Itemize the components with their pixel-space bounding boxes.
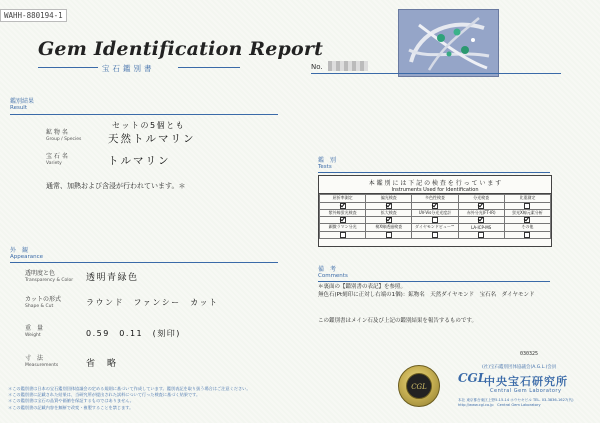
document-code: WAHH-880194-1	[0, 9, 67, 22]
instrument-name: 蛍光X線元素分析	[504, 209, 550, 217]
instruments-header	[319, 176, 551, 194]
instrument-checkbox	[386, 217, 392, 223]
measurements-value: 省 略	[86, 359, 118, 369]
cgl-seal	[398, 365, 440, 407]
instrument-checkbox	[478, 217, 484, 223]
cut-label-en: Shape & Cut	[25, 304, 54, 309]
instrument-checkbox	[524, 217, 530, 223]
gem-name-label	[46, 153, 68, 167]
instrument-checkbox	[524, 232, 530, 238]
gem-name-label-en: Variety	[46, 161, 62, 166]
mineral-label-en: Group / Species	[46, 137, 82, 142]
instrument-checkbox	[432, 232, 438, 238]
instrument-checkbox	[432, 203, 438, 209]
instrument-name: 屈折率測定	[320, 195, 366, 203]
treatment-note: 通常、加熱および含浸が行われています。＊	[46, 182, 186, 190]
remark-line: 無色石(Pt刻印に正対し右端の1個)：鉱物名 天然ダイヤモンド 宝石名 ダイヤモンド	[318, 292, 535, 298]
instrument-name: その他	[504, 224, 550, 232]
mineral-value: 天然トルマリン	[108, 133, 196, 145]
lab-address: 本社 東京都台東区上野5-15-14 ホウセキビル TEL. 03-3836-1627(代) http://www.cgl.co.jp Central Gem Laboratory	[458, 398, 578, 407]
instrument-name: 赤外分光(FT-IR)	[458, 209, 504, 217]
instrument-checkbox	[340, 232, 346, 238]
weight-value: 0.59 0.11 (刻印)	[86, 329, 181, 338]
cut-label-jp: カットの形式	[25, 296, 61, 303]
lab-name-en: Central Gem Laboratory	[490, 388, 562, 394]
footnote: ＊この鑑別書の記載内容を無断で改変・複製することを禁じます。	[8, 404, 134, 410]
footnote: ＊この鑑別書に記載された結果は、当研究所が提出された試料について行った検査に基づく結果です。	[8, 392, 201, 398]
instrument-checkbox	[340, 217, 346, 223]
instruments-header-en: Instruments Used for Identification	[391, 187, 479, 193]
color-label	[25, 270, 73, 284]
instrument-checkbox	[478, 232, 484, 238]
cut-value: ラウンド ファンシー カット	[86, 298, 219, 307]
instrument-name: 多色性検査	[412, 195, 458, 203]
remarks	[318, 283, 535, 299]
appearance-section-en: Appearance	[10, 254, 44, 260]
measurements-label	[25, 355, 58, 369]
gem-name-label-jp: 宝 石 名	[46, 153, 68, 160]
lab-association: (社)宝石鑑別団体協議会(A.G.L.)会員	[482, 365, 557, 370]
instrument-name: 分光検査	[458, 195, 504, 203]
tests-section-rule	[318, 172, 550, 173]
instrument-name: LA-ICP-MS	[458, 224, 504, 232]
result-section-rule	[10, 114, 278, 115]
ring-illustration	[399, 10, 498, 76]
lab-name-jp: 中央宝石研究所	[484, 375, 568, 388]
instruments-panel	[318, 175, 552, 247]
appearance-section-rule	[10, 262, 278, 263]
instrument-name: 比重測定	[504, 195, 550, 203]
color-value: 透明青緑色	[86, 273, 139, 283]
measurements-label-jp: 寸 法	[25, 355, 44, 362]
weight-label-en: Weight	[25, 333, 41, 338]
report-code: 030325	[520, 351, 539, 357]
remarks-section-en: Comments	[318, 273, 348, 279]
cgl-seal-logo: CGL	[411, 383, 427, 391]
remarks-section-heading	[318, 266, 348, 280]
tests-section-en: Tests	[318, 164, 332, 170]
result-section-en: Result	[10, 105, 27, 111]
remarks-section-jp: 備 考	[318, 266, 337, 273]
tests-section-heading	[318, 157, 336, 171]
weight-label	[25, 325, 43, 339]
report-number-rule	[311, 73, 561, 74]
mineral-note: セットの5個とも	[112, 121, 186, 130]
weight-label-jp: 重 量	[25, 325, 44, 332]
footnote: ＊この鑑別書は宝石の品質や価値を保証するものではありません。	[8, 398, 134, 404]
appearance-section-jp: 外 観	[10, 247, 29, 254]
instrument-checkbox	[432, 217, 438, 223]
ring-photo	[398, 9, 499, 77]
instrument-checkbox	[524, 203, 530, 209]
instrument-checkbox	[340, 203, 346, 209]
cgl-seal-inner	[406, 373, 432, 399]
report-subtitle: 宝石鑑別書	[102, 64, 155, 73]
mineral-label-jp: 鉱 物 名	[46, 129, 68, 136]
subtitle-rule-left	[38, 67, 98, 68]
remarks-section-rule	[318, 281, 550, 282]
instrument-name: 偏光検査	[366, 195, 412, 203]
footnotes	[8, 386, 278, 411]
cut-label	[25, 296, 61, 310]
instrument-name: 検X線透過検査	[366, 224, 412, 232]
report-title: Gem Identification Report	[38, 38, 324, 60]
instrument-checkbox	[386, 232, 392, 238]
measurements-label-en: Measurements	[25, 363, 59, 368]
conclusion: この鑑別書はメイン石及び上記の鑑別結果を報告するものです。	[318, 318, 477, 324]
subtitle-rule-right	[178, 67, 240, 68]
cgl-logo: CGL	[458, 371, 487, 385]
instrument-name: 顕微ラマン分光	[320, 224, 366, 232]
result-section-jp: 鑑別結果	[10, 98, 35, 105]
remark-line: ＊裏面の【鑑別書の表記】を参照。	[318, 284, 407, 290]
mineral-label	[46, 129, 81, 143]
instrument-checkbox	[386, 203, 392, 209]
instrument-name: ダイヤモンドビュー™	[412, 224, 458, 232]
footnote: ＊この鑑別書は日本の宝石鑑別団体協議会の定める規則に基づいて作成しています。鑑別表記を取り扱う場合はご注意ください。	[8, 386, 251, 391]
instrument-checkbox	[478, 203, 484, 209]
instrument-name: 紫外線蛍光検査	[320, 209, 366, 217]
color-label-en: Transparency & Color	[25, 278, 74, 283]
report-number-label: No.	[311, 63, 323, 71]
instruments-header-jp: 本 鑑 別 に は 下 記 の 検 査 を 行 っ て い ま す	[368, 180, 502, 187]
result-section-heading	[10, 98, 34, 112]
tests-section-jp: 鑑 別	[318, 157, 337, 164]
gem-name-value: トルマリン	[108, 155, 171, 167]
instrument-name: 拡大検査	[366, 209, 412, 217]
instruments-table	[319, 194, 551, 239]
color-label-jp: 透明度と色	[25, 270, 56, 277]
instrument-name: UV-Vis分光光度計	[412, 209, 458, 217]
report-number-redacted	[328, 61, 368, 71]
appearance-section-heading	[10, 247, 43, 261]
